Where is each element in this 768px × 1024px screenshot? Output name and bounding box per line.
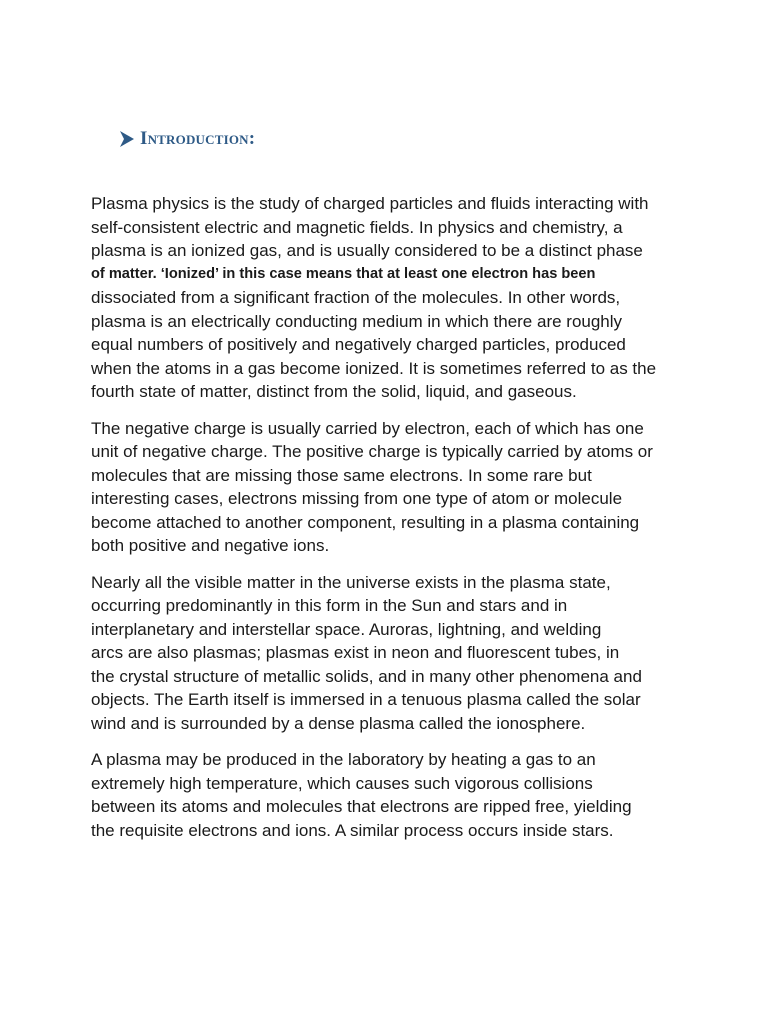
section-heading-title: Introduction: bbox=[140, 128, 256, 149]
paragraph-line: The negative charge is usually carried by electron, each of which has one bbox=[91, 418, 644, 438]
paragraph bbox=[91, 417, 691, 558]
paragraph-line: objects. The Earth itself is immersed in a tenuous plasma called the solar bbox=[91, 690, 641, 709]
document-body bbox=[91, 192, 691, 855]
paragraph-line: plasma is an ionized gas, and is usually considered to be a distinct phase bbox=[91, 241, 643, 260]
paragraph bbox=[91, 192, 691, 404]
paragraph-line: fourth state of matter, distinct from the solid, liquid, and gaseous. bbox=[91, 382, 577, 401]
arrow-right-icon bbox=[118, 129, 136, 149]
paragraph-line: between its atoms and molecules that electrons are ripped free, yielding bbox=[91, 797, 632, 816]
paragraph-line: Plasma physics is the study of charged particles and fluids interacting with bbox=[91, 194, 649, 213]
paragraph-line: occurring predominantly in this form in the Sun and stars and in bbox=[91, 596, 568, 615]
paragraph-line: self-consistent electric and magnetic fields. In physics and chemistry, a bbox=[91, 217, 623, 237]
paragraph-line: arcs are also plasmas; plasmas exist in neon and fluorescent tubes, in bbox=[91, 643, 620, 662]
paragraph bbox=[91, 748, 691, 842]
section-heading bbox=[118, 128, 255, 150]
paragraph-line: molecules that are missing those same electrons. In some rare but bbox=[91, 465, 592, 485]
paragraph-line: dissociated from a significant fraction of the molecules. In other words, bbox=[91, 288, 621, 307]
paragraph-line: Nearly all the visible matter in the universe exists in the plasma state, bbox=[91, 572, 611, 592]
paragraph-line: of matter. ‘Ionized’ in this case means that at least one electron has been bbox=[91, 265, 596, 282]
paragraph-line: wind and is surrounded by a dense plasma called the ionosphere. bbox=[91, 713, 586, 733]
paragraph-line: interesting cases, electrons missing from one type of atom or molecule bbox=[91, 489, 623, 508]
paragraph-line: plasma is an electrically conducting medium in which there are roughly bbox=[91, 311, 623, 331]
paragraph-line: the requisite electrons and ions. A similar process occurs inside stars. bbox=[91, 820, 614, 840]
paragraph-line: both positive and negative ions. bbox=[91, 536, 330, 555]
paragraph-line: when the atoms in a gas become ionized. It is sometimes referred to as the bbox=[91, 358, 657, 378]
paragraph-line: the crystal structure of metallic solids, and in many other phenomena and bbox=[91, 666, 642, 686]
paragraph-line: equal numbers of positively and negatively charged particles, produced bbox=[91, 335, 626, 354]
paragraph-line: extremely high temperature, which causes such vigorous collisions bbox=[91, 773, 593, 793]
paragraph bbox=[91, 571, 691, 736]
paragraph-line: unit of negative charge. The positive charge is typically carried by atoms or bbox=[91, 442, 653, 461]
paragraph-line: become attached to another component, resulting in a plasma containing bbox=[91, 512, 640, 532]
paragraph-line: interplanetary and interstellar space. Auroras, lightning, and welding bbox=[91, 619, 602, 639]
paragraph-line: A plasma may be produced in the laboratory by heating a gas to an bbox=[91, 750, 596, 769]
